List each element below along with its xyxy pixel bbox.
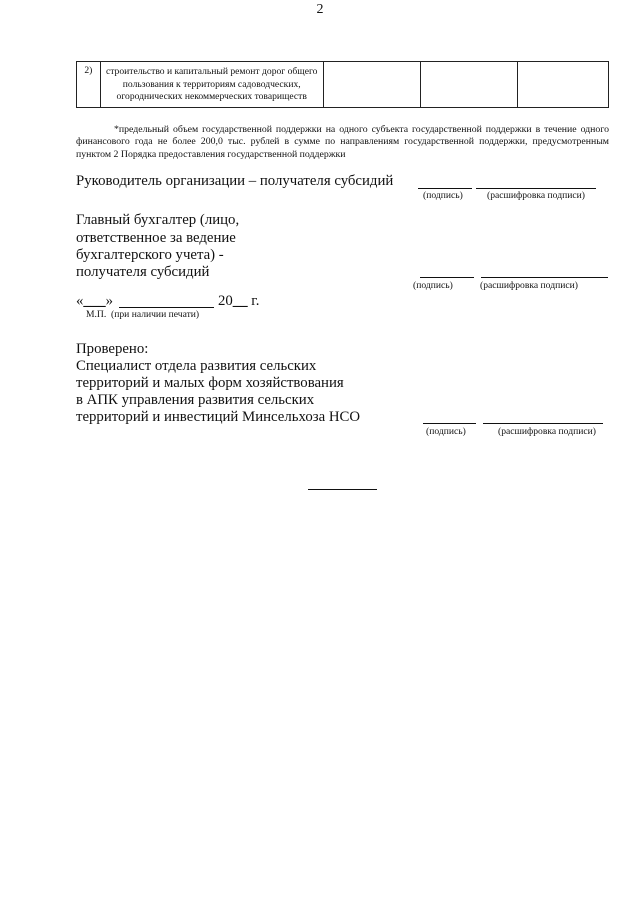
- verified-signature-caption: (подпись): [426, 426, 466, 437]
- accountant-line-4: получателя субсидий: [76, 264, 210, 280]
- row-description: [100, 62, 323, 108]
- head-label: Руководитель организации – получателя субсидий: [76, 173, 394, 189]
- verified-decoding-caption: (расшифровка подписи): [498, 426, 596, 437]
- table-cell-empty: [323, 62, 420, 108]
- date-year-suffix: г.: [247, 293, 260, 309]
- row-number: 2): [77, 62, 101, 108]
- row-description-text: строительство и капитальный ремонт дорог общего пользования к территориям садоводческих, огороднических некоммерческих товариществ: [105, 66, 318, 102]
- date-year-prefix: 20: [218, 293, 233, 309]
- head-decoding-line: [476, 188, 596, 189]
- head-signature-line: [418, 188, 472, 189]
- verified-signature-line: [423, 423, 476, 424]
- date-close-quote: »: [105, 293, 114, 309]
- date-day-blank: ___: [83, 293, 106, 309]
- date-year: [218, 292, 259, 311]
- footnote: *предельный объем государственной поддержки на одного субъекта государственной поддержки в течение одного финансового года не более 200,0 тыс. рублей в сумме по направлениям государственной поддержки, предусмотренным пунктом 2 Порядка предоставления государственной поддержки: [76, 124, 609, 160]
- support-table: [76, 61, 609, 108]
- table-row: [77, 62, 609, 108]
- verified-line-1: Специалист отдела развития сельских: [76, 358, 317, 374]
- stamp-caption: М.П. (при наличии печати): [86, 309, 200, 320]
- head-decoding-caption: (расшифровка подписи): [487, 190, 585, 201]
- verified-line-4: территорий и инвестиций Минсельхоза НСО: [76, 409, 361, 425]
- head-signature-caption: (подпись): [423, 190, 463, 201]
- accountant-signature-caption: (подпись): [413, 280, 453, 291]
- accountant-line-2: ответственное за ведение: [76, 230, 236, 246]
- date-open-quote: «: [76, 293, 84, 309]
- accountant-decoding-caption: (расшифровка подписи): [480, 280, 578, 291]
- accountant-line-1: Главный бухгалтер (лицо,: [76, 212, 240, 228]
- accountant-line-3: бухгалтерского учета) -: [76, 247, 224, 263]
- page-number: 2: [316, 2, 324, 17]
- table-cell-empty: [517, 62, 608, 108]
- accountant-signature-line: [420, 277, 474, 278]
- verified-line-2: территорий и малых форм хозяйствования: [76, 375, 344, 391]
- verified-decoding-line: [483, 423, 603, 424]
- date-year-blank: __: [232, 293, 248, 309]
- date-month-line: [119, 307, 214, 308]
- verified-title: Проверено:: [76, 341, 149, 357]
- table-cell-empty: [420, 62, 517, 108]
- verified-line-3: в АПК управления развития сельских: [76, 392, 315, 408]
- end-divider: [308, 489, 377, 490]
- date-line: [76, 292, 113, 311]
- accountant-decoding-line: [481, 277, 608, 278]
